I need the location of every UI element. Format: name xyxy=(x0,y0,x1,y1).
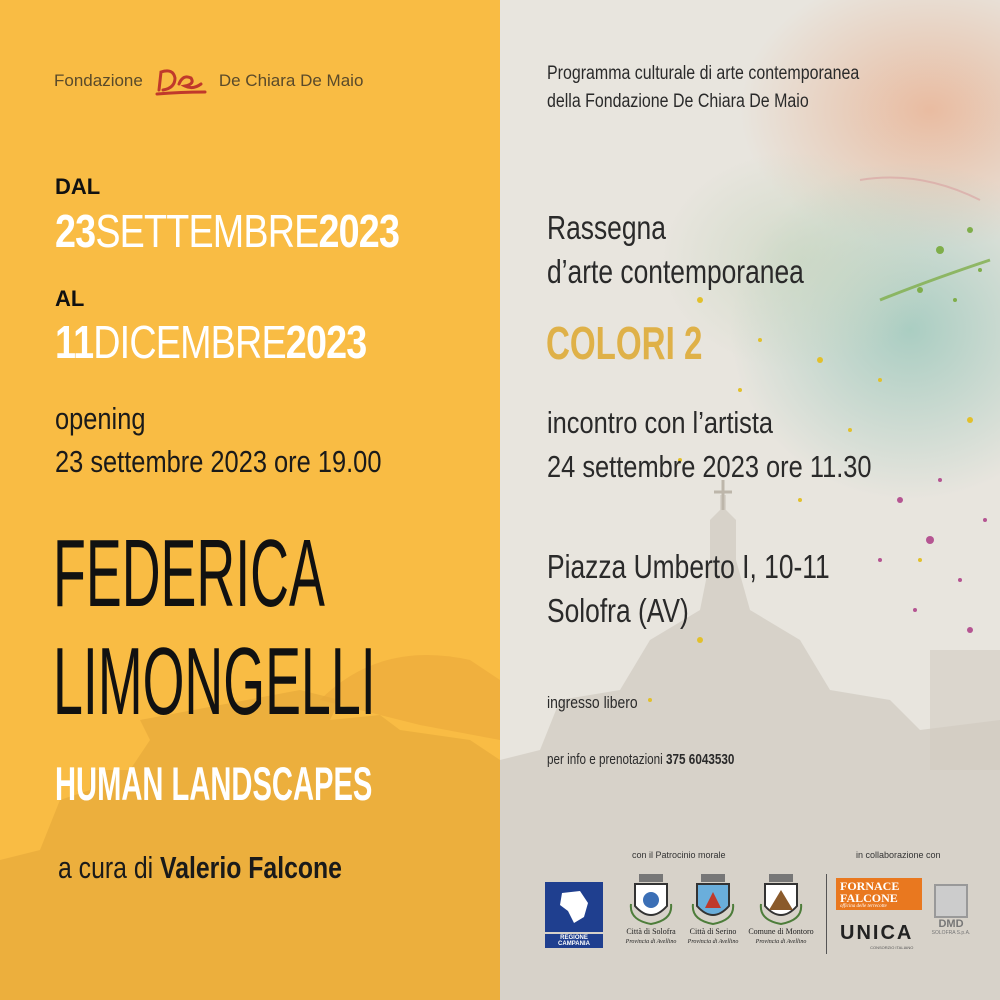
serino-crest xyxy=(680,874,746,946)
curator-prefix: a cura di xyxy=(58,850,154,885)
meeting-datetime: 24 settembre 2023 ore 11.30 xyxy=(547,449,872,484)
foundation-logo xyxy=(54,66,363,96)
right-panel xyxy=(500,0,1000,1000)
patronage-label: con il Patrocinio morale xyxy=(632,850,726,860)
fornace-tagline: officina delle terrecotte xyxy=(840,904,887,909)
solofra-name: Città di Solofra xyxy=(626,927,676,936)
regione-label: REGIONE CAMPANIA xyxy=(545,934,603,948)
series-title: COLORI 2 xyxy=(546,317,703,369)
program-line-1: Programma culturale di arte contemporanea xyxy=(547,63,860,84)
from-month: SETTEMBRE xyxy=(95,205,319,257)
serino-shield-icon xyxy=(691,874,735,926)
unica-logo xyxy=(840,922,913,950)
dmd-emblem-icon xyxy=(934,884,968,918)
exhibition-title: HUMAN LANDSCAPES xyxy=(55,757,373,810)
to-label: AL xyxy=(55,286,85,311)
unica-name: UNICA xyxy=(840,922,914,944)
from-date xyxy=(55,204,475,258)
solofra-province: Provincia di Avellino xyxy=(625,938,677,945)
fornace-line-2: FALCONE xyxy=(840,891,898,905)
foundation-name: De Chiara De Maio xyxy=(218,71,364,90)
to-month: DICEMBRE xyxy=(93,316,286,368)
from-year: 2023 xyxy=(318,205,400,257)
solofra-crest xyxy=(618,874,684,946)
regione-campania-logo xyxy=(545,882,603,948)
entry-note: ingresso libero xyxy=(547,693,638,712)
info-phone: 375 6043530 xyxy=(666,751,735,768)
fornace-line-1: FORNACE xyxy=(840,879,900,893)
address-line-2: Solofra (AV) xyxy=(547,592,689,629)
program-line-2: della Fondazione De Chiara De Maio xyxy=(547,91,809,112)
dmd-name: DMD xyxy=(938,918,964,930)
program-description xyxy=(547,60,919,117)
meeting-label: incontro con l’artista xyxy=(547,405,774,440)
meeting-info xyxy=(547,401,943,495)
foundation-prefix: Fondazione xyxy=(54,71,143,90)
curator-line xyxy=(58,850,413,886)
rassegna-heading xyxy=(547,206,868,301)
info-label: per info e prenotazioni xyxy=(547,751,663,768)
sponsor-divider xyxy=(826,874,827,954)
dmd-logo xyxy=(930,884,972,936)
opening-label: opening xyxy=(55,401,146,436)
to-day: 11 xyxy=(55,316,94,368)
artist-last-name: LIMONGELLI xyxy=(53,628,376,735)
campania-map-icon xyxy=(545,882,603,932)
serino-name: Città di Serino xyxy=(689,927,737,936)
artist-first-name: FEDERICA xyxy=(53,520,325,627)
montoro-crest xyxy=(746,874,816,946)
info-line xyxy=(547,751,787,769)
to-date xyxy=(55,315,435,369)
opening-datetime: 23 settembre 2023 ore 19.00 xyxy=(55,444,382,479)
from-label: DAL xyxy=(55,174,101,199)
collab-label: in collaborazione con xyxy=(856,850,941,860)
from-day: 23 xyxy=(55,205,96,257)
montoro-province: Provincia di Avellino xyxy=(755,938,807,945)
address xyxy=(547,545,900,640)
unica-sub: CONSORZIO ITALIANO xyxy=(870,945,914,950)
address-line-1: Piazza Umberto I, 10-11 xyxy=(547,548,830,585)
rassegna-line-2: d’arte contemporanea xyxy=(547,253,804,290)
montoro-shield-icon xyxy=(759,874,803,926)
solofra-shield-icon xyxy=(629,874,673,926)
curator-name: Valerio Falcone xyxy=(160,850,342,885)
to-year: 2023 xyxy=(285,316,367,368)
rassegna-line-1: Rassegna xyxy=(547,209,666,246)
fornace-falcone-logo xyxy=(836,878,922,910)
montoro-name: Comune di Montoro xyxy=(748,927,814,936)
serino-province: Provincia di Avellino xyxy=(687,938,739,945)
foundation-mark-icon xyxy=(153,66,209,96)
dmd-sub: SOLOFRA S.p.A. xyxy=(931,930,971,936)
